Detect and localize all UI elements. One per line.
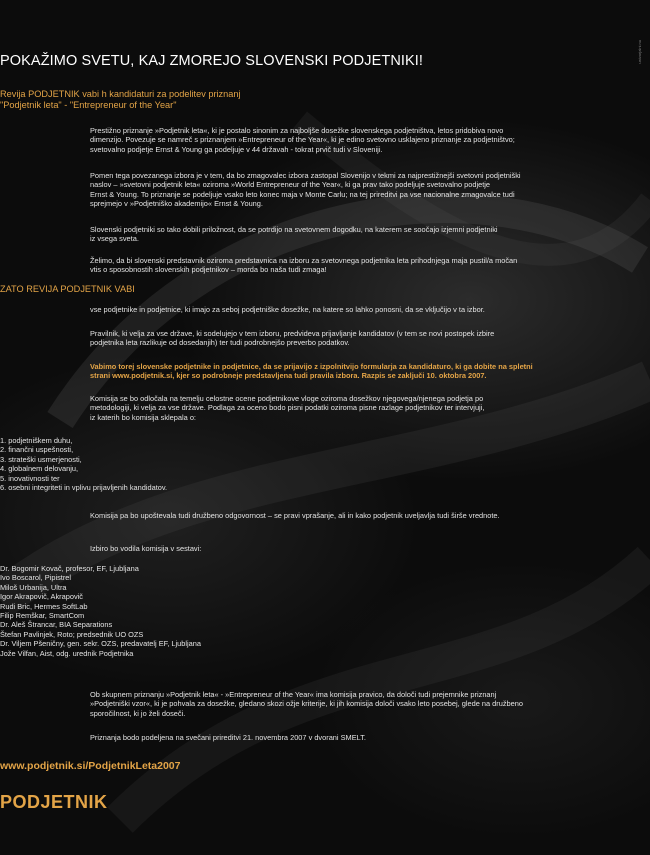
text-line: Vabimo torej slovenske podjetnike in podjetnice, da se prijavijo z izpolnitvijo formularja za kandidaturo, ki ga dobite na spletni: [90, 362, 533, 371]
text-line: Ob skupnem priznanju »Podjetnik leta« - »Entrepreneur of the Year« ima komisija pravico, da določi tudi prejemnike priznanj: [90, 690, 497, 699]
headline: POKAŽIMO SVETU, KAJ ZMOREJO SLOVENSKI PODJETNIKI!: [0, 53, 424, 69]
list-item: Rudi Bric, Hermes SoftLab: [0, 601, 88, 611]
criteria-list: [0, 436, 650, 492]
text-line: Slovenski podjetniki so tako dobili priložnost, da se potrdijo na svetovnem dogodku, na katerem se soočajo izjemni podjetniki: [90, 225, 498, 234]
text-line: sporočilnost, ki jo želi doseči.: [90, 708, 186, 718]
text-line: Prestižno priznanje »Podjetnik leta«, ki je postalo sinonim za najboljše dosežke slovenskega podjetništva, letos pridobiva novo: [90, 126, 504, 135]
committee-intro: [90, 544, 560, 553]
side-credit: ustvarjalni.nu: [637, 40, 642, 64]
text-line: strani www.podjetnik.si, kjer so podrobneje predstavljena tudi pravila izbora. Razpis se zaključi 10. oktobra 2007.: [90, 371, 487, 381]
text-line: svetovalno podjetje Ernst & Young ga podeljuje v 44 državah - tokrat prvič tudi v Sloveniji.: [90, 144, 383, 154]
list-item: Igor Akrapovič, Akrapovič: [0, 592, 83, 602]
website-link[interactable]: www.podjetnik.si/PodjetnikLeta2007: [0, 760, 181, 772]
text-line: vtis o sposobnostih slovenskih podjetnikov – morda bo naša tudi zmaga!: [90, 265, 327, 275]
list-item: 3. strateški usmerjenosti,: [0, 454, 82, 464]
list-item: Filip Remškar, SmartCom: [0, 610, 85, 620]
text-line: metodologiji, ki velja za vse države. Podlaga za oceno bodo pisni podatki oziroma pisne razlage podjetnikov ter intervjuji,: [90, 403, 485, 413]
invite-paragraph: [90, 305, 560, 314]
text-line: Komisija pa bo upoštevala tudi družbeno odgovornost – se pravi vprašanje, ali in kako podjetnik uveljavlja tudi širše vrednote.: [90, 511, 500, 520]
text-line: Izbiro bo vodila komisija v sestavi:: [90, 544, 202, 553]
section-title: ZATO REVIJA PODJETNIK VABI: [0, 284, 135, 294]
significance-paragraph: [90, 171, 560, 208]
intro-paragraph: [90, 126, 560, 154]
text-line: Pomen tega povezanega izbora je v tem, da bo zmagovalec izbora zastopal Slovenijo v tekmi za najprestižnejši svetovni podjetniški: [90, 171, 521, 180]
text-line: Pravilnik, ki velja za vse države, ki sodelujejo v tem izboru, predvideva prijavljanje kandidatov (v tem se novi postopek izbire: [90, 329, 495, 338]
subheadline-line: "Podjetnik leta" - "Entrepreneur of the Year": [0, 100, 177, 110]
text-line: naslov – »svetovni podjetnik leta« oziroma »World Entrepreneur of the Year«, ki ga prav tako podeljuje svetovalno podjetje: [90, 180, 491, 190]
committee-list: [0, 564, 650, 658]
subheadline: [0, 89, 650, 111]
list-item: Štefan Pavlinjek, Roto; predsednik UO OZS: [0, 629, 144, 639]
list-item: Miloš Urbanija, Ultra: [0, 582, 67, 592]
text-line: podjetnika leta razlikuje od dosedanjih) ter tudi podrobnejšo preverbo podatkov.: [90, 338, 350, 348]
ceremony-paragraph: [90, 733, 560, 742]
additional-awards-paragraph: [90, 690, 560, 718]
text-line: sprejmejo v »Podjetniško akademijo« Ernst & Young.: [90, 198, 263, 208]
text-line: Komisija se bo odločala na temelju celostne ocene podjetnikove vloge oziroma dosežkov njegovega/njenega podjetja po: [90, 394, 484, 403]
text-line: Priznanja bodo podeljena na svečani prireditvi 21. novembra 2007 v dvorani SMELT.: [90, 733, 366, 742]
text-line: »Podjetniški vzor«, ki je pohvala za dosežke, gledano skozi ožje kriterije, ki jih komisija določi vsako leto posebej, glede na družbeno: [90, 699, 524, 709]
text-line: iz katerih bo komisija sklepala o:: [90, 412, 196, 422]
call-to-action-paragraph: [90, 362, 560, 381]
list-item: Jože Vilfan, Aist, odg. urednik Podjetnika: [0, 648, 134, 658]
list-item: 6. osebni integriteti in vplivu prijavljenih kandidatov.: [0, 482, 168, 492]
subheadline-line: Revija PODJETNIK vabi h kandidaturi za podelitev priznanj: [0, 89, 241, 99]
text-line: Ernst & Young. To priznanje se podeljuje vsako leto konec maja v Monte Carlu; na tej prireditvi pa vse nacionalne zmagovalce tudi: [90, 189, 515, 199]
evaluation-paragraph: [90, 394, 560, 422]
list-item: 5. inovativnosti ter: [0, 473, 60, 483]
text-line: vse podjetnike in podjetnice, ki imajo za seboj podjetniške dosežke, na katere so lahko ponosni, da se vključijo v ta izbor.: [90, 305, 485, 314]
text-line: dimenzijo. Povezuje se namreč s priznanjem »Entrepreneur of the Year«, ki je edino svetovno usklajeno priznanje za podjetništvo;: [90, 135, 515, 145]
responsibility-paragraph: [90, 511, 560, 520]
wish-paragraph: [90, 256, 560, 275]
opportunity-paragraph: [90, 225, 560, 244]
list-item: 2. finančni uspešnosti,: [0, 445, 74, 455]
text-line: iz vsega sveta.: [90, 234, 139, 244]
list-item: Dr. Aleš Štrancar, BIA Separations: [0, 620, 113, 630]
rules-paragraph: [90, 329, 560, 348]
list-item: Dr. Viljem Pšeničny, gen. sekr. OZS, predavatelj EF, Ljubljana: [0, 639, 202, 649]
podjetnik-logo: PODJETNIK: [0, 792, 108, 812]
list-item: Dr. Bogomir Kovač, profesor, EF, Ljubljana: [0, 564, 139, 573]
list-item: 4. globalnem delovanju,: [0, 464, 79, 474]
list-item: Ivo Boscarol, Pipistrel: [0, 573, 72, 583]
text-line: Želimo, da bi slovenski predstavnik oziroma predstavnica na izboru za svetovnega podjetnika leta prihodnjega maja pustil/a močan: [90, 256, 518, 265]
list-item: 1. podjetniškem duhu,: [0, 436, 73, 445]
